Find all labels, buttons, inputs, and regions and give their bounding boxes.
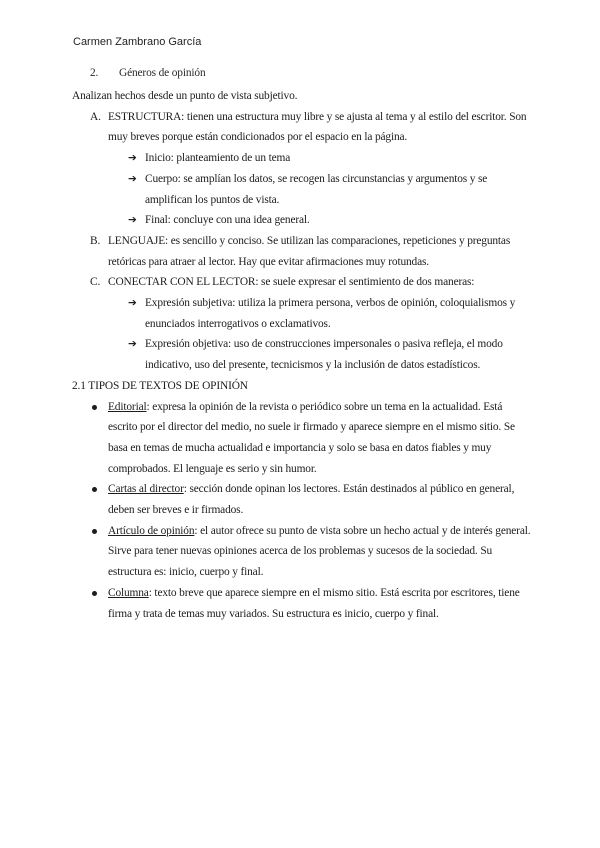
type-description: : el autor ofrece su punto de vista sobre un hecho actual y de interés general. Sirve para tener nuevas opiniones acerca de los problemas y sucesos de la sociedad. Su estructura es: inicio, cuerpo y final. (108, 524, 531, 579)
list-marker: B. (90, 234, 101, 247)
arrow-icon: ➔ (128, 172, 137, 185)
list-item (72, 397, 532, 480)
sub-list-item (72, 148, 532, 169)
type-term: Editorial (108, 400, 147, 413)
list-item-text: LENGUAJE: es sencillo y conciso. Se utilizan las comparaciones, repeticiones y preguntas retóricas para atraer al lector. Hay que evitar afirmaciones muy rotundas. (108, 234, 511, 268)
arrow-icon: ➔ (128, 338, 137, 351)
list-item (72, 583, 532, 624)
list-item-text: ESTRUCTURA: tienen una estructura muy libre y se ajusta al tema y al estilo del escritor. Son muy breves porque están condicionados por el espacio en la página. (108, 110, 527, 144)
sub-list-item-text: Cuerpo: se amplían los datos, se recogen las circunstancias y argumentos y se amplifican los puntos de vista. (145, 172, 488, 206)
sub-list-item-text: Expresión objetiva: uso de construcciones impersonales o pasiva refleja, el modo indicativo, uso del presente, tecnicismos y la inclusión de datos estadísticos. (145, 338, 503, 372)
arrow-icon: ➔ (128, 214, 137, 227)
author-header: Carmen Zambrano García (73, 36, 202, 48)
section-number: 2. (90, 67, 99, 79)
list-item (72, 479, 532, 520)
type-description: : texto breve que aparece siempre en el mismo sitio. Está escrita por escritores, tiene firma y trata de temas muy variados. Su estructura es inicio, cuerpo y final. (108, 586, 520, 620)
bullet-icon (92, 529, 97, 534)
bullet-icon (92, 487, 97, 492)
list-marker: A. (90, 110, 101, 123)
list-item (72, 521, 532, 583)
arrow-icon: ➔ (128, 152, 137, 165)
list-item (72, 272, 532, 293)
list-marker: C. (90, 276, 101, 289)
list-item-text: CONECTAR CON EL LECTOR: se suele expresar el sentimiento de dos maneras: (108, 276, 475, 289)
bullet-icon (92, 405, 97, 410)
type-description: : expresa la opinión de la revista o periódico sobre un tema en la actualidad. Está escrito por el director del medio, no suele ir firmado y aparece siempre en el mismo sitio. Se basa en temas de mucha actualidad e importancia y solo se basa en datos fiables y muy comprobados. El lenguaje es serio y sin humor. (108, 400, 515, 475)
sub-list-item (72, 293, 532, 334)
arrow-icon: ➔ (128, 297, 137, 310)
type-term: Columna (108, 586, 149, 599)
bullet-icon (92, 591, 97, 596)
list-item (72, 107, 532, 148)
sub-list-item (72, 169, 532, 210)
sub-list-item-text: Final: concluye con una idea general. (145, 214, 310, 227)
section-title: Géneros de opinión (119, 67, 206, 79)
type-description: : sección donde opinan los lectores. Están destinados al público en general, deben ser breves e ir firmados. (108, 483, 515, 517)
type-term: Artículo de opinión (108, 524, 195, 537)
sub-list-item-text: Expresión subjetiva: utiliza la primera persona, verbos de opinión, coloquialismos y enunciados interrogativos o exclamativos. (145, 297, 516, 330)
list-item (72, 231, 532, 272)
sub-list-item (72, 210, 532, 231)
type-term: Cartas al director (108, 483, 184, 496)
section-2-1-heading: 2.1 TIPOS DE TEXTOS DE OPINIÓN (72, 379, 248, 392)
sub-list-item (72, 334, 532, 375)
document-body (72, 63, 532, 624)
intro-paragraph: Analizan hechos desde un punto de vista subjetivo. (72, 90, 298, 102)
sub-list-item-text: Inicio: planteamiento de un tema (145, 152, 291, 165)
section-2-heading (72, 63, 532, 84)
